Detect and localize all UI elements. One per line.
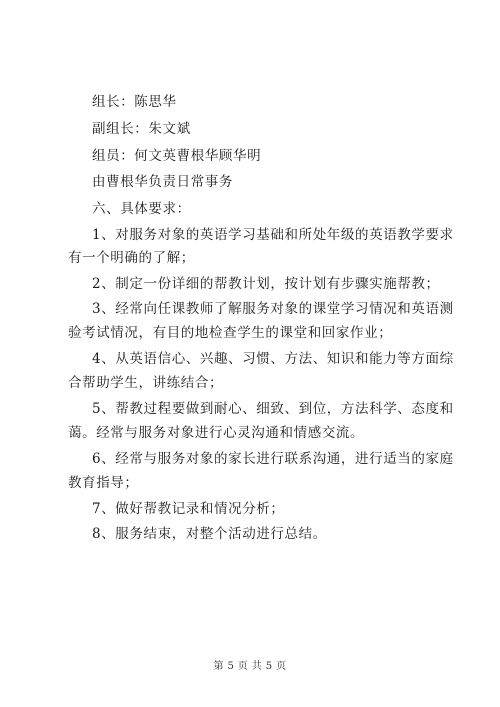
text-line-leader: 组长：陈思华 bbox=[92, 94, 177, 110]
paragraph-line: 1、对服务对象的英语学习基础和所处年级的英语教学要求 bbox=[92, 227, 454, 243]
paragraph-line: 教育指导； bbox=[68, 475, 139, 491]
section-heading: 六、具体要求： bbox=[92, 201, 191, 217]
paragraph-line: 7、做好帮教记录和情况分析； bbox=[92, 501, 285, 517]
paragraph-line: 有一个明确的了解； bbox=[68, 250, 195, 266]
page-number-footer: 第 5 页 共 5 页 bbox=[213, 661, 287, 672]
paragraph-line: 蔼。经常与服务对象进行心灵沟通和情感交流。 bbox=[68, 425, 365, 441]
paragraph-line: 8、服务结束，对整个活动进行总结。 bbox=[92, 526, 327, 542]
paragraph-line: 合帮助学生，讲练结合； bbox=[68, 375, 224, 391]
text-line-daily-affairs: 由曹根华负责日常事务 bbox=[92, 174, 233, 190]
text-line-members: 组员：何文英曹根华顾华明 bbox=[92, 148, 262, 164]
paragraph-line: 验考试情况，有目的地检查学生的课堂和回家作业； bbox=[68, 325, 393, 341]
paragraph-line: 3、经常向任课教师了解服务对象的课堂学习情况和英语测 bbox=[92, 301, 454, 317]
paragraph-line: 2、制定一份详细的帮教计划，按计划有步骤实施帮教； bbox=[92, 276, 440, 292]
text-line-deputy-leader: 副组长：朱文斌 bbox=[92, 121, 191, 137]
paragraph-line: 6、经常与服务对象的家长进行联系沟通，进行适当的家庭 bbox=[92, 451, 454, 467]
paragraph-line: 5、帮教过程要做到耐心、细致、到位，方法科学、态度和 bbox=[92, 401, 454, 417]
paragraph-line: 4、从英语信心、兴趣、习惯、方法、知识和能力等方面综 bbox=[92, 351, 454, 367]
